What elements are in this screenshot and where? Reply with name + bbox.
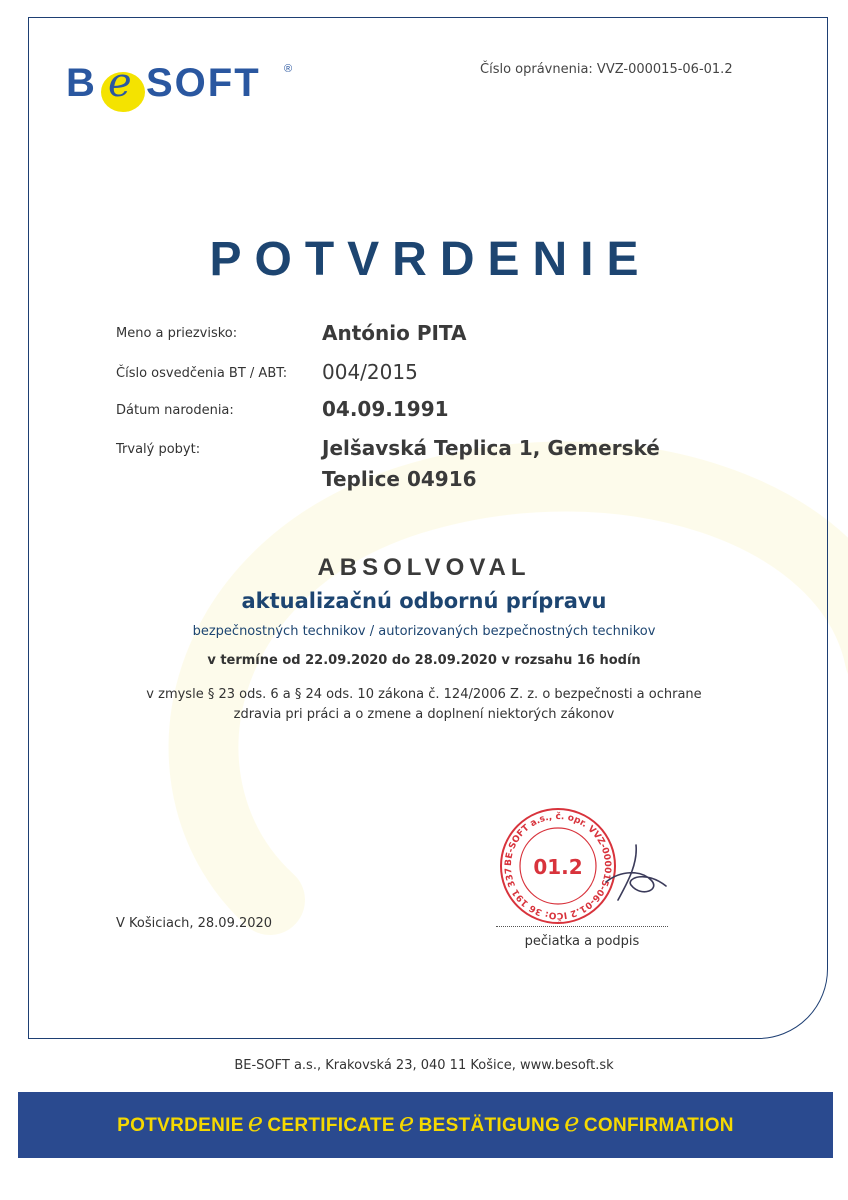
stamp-center-code: 01.2 [533, 855, 583, 879]
band-text [18, 1108, 833, 1138]
band-separator-icon: e [398, 1108, 415, 1138]
besoft-logo [66, 56, 306, 116]
place-and-date: V Košiciach, 28.09.2020 [116, 916, 273, 931]
handwritten-signature [596, 840, 676, 910]
completed-heading: ABSOLVOVAL [317, 554, 531, 581]
birth-date-label: Dátum narodenia: [116, 403, 234, 418]
footer-address: BE-SOFT a.s., Krakovská 23, 040 11 Košice, www.besoft.sk [234, 1058, 614, 1073]
signature-line [496, 926, 668, 927]
logo-registered-mark: ® [284, 63, 293, 75]
certificate-frame [28, 17, 828, 1039]
stamp-ring-text: BE-SOFT a.s., č. opr. VVZ-000015-06-01.2 IČO: 36 191 337 [503, 811, 613, 921]
residence-label: Trvalý pobyt: [116, 442, 201, 457]
logo-text-soft: SOFT [146, 61, 261, 105]
name-label: Meno a priezvisko: [116, 326, 238, 341]
document-title: POTVRDENIE [209, 233, 652, 286]
band-separator-icon: e [247, 1108, 264, 1138]
legal-basis [0, 685, 848, 725]
birth-date-value: 04.09.1991 [322, 397, 449, 421]
course-name: aktualizačnú odbornú prípravu [241, 589, 607, 613]
band-item-potvrdenie: POTVRDENIE [117, 1115, 244, 1136]
certificate-number-label: Číslo osvedčenia BT / ABT: [116, 366, 288, 381]
certificate-number-value: 004/2015 [322, 360, 418, 384]
name-value: António PITA [322, 321, 467, 345]
residence-value-line2: Teplice 04916 [322, 467, 477, 491]
legal-basis-line2: zdravia pri práci a o zmene a doplnení niektorých zákonov [233, 707, 615, 722]
logo-letter-b: B [66, 61, 95, 105]
signature-caption: pečiatka a podpis [524, 934, 640, 949]
registration-number: Číslo oprávnenia: VVZ-000015-06-01.2 [480, 62, 733, 77]
band-separator-icon: e [564, 1108, 580, 1138]
course-subtitle: bezpečnostných technikov / autorizovaných bezpečnostných technikov [192, 624, 656, 639]
residence-value-line1: Jelšavská Teplica 1, Gemerské [322, 436, 660, 460]
band-item-confirmation: CONFIRMATION [583, 1115, 734, 1136]
course-term: v termíne od 22.09.2020 do 28.09.2020 v rozsahu 16 hodín [207, 653, 641, 668]
logo-letter-e: e [108, 60, 132, 106]
band-item-certificate: CERTIFICATE [267, 1115, 395, 1136]
band-item-bestatigung: BESTÄTIGUNG [418, 1115, 561, 1136]
legal-basis-line1: v zmysle § 23 ods. 6 a § 24 ods. 10 zákona č. 124/2006 Z. z. o bezpečnosti a ochrane [146, 687, 702, 702]
